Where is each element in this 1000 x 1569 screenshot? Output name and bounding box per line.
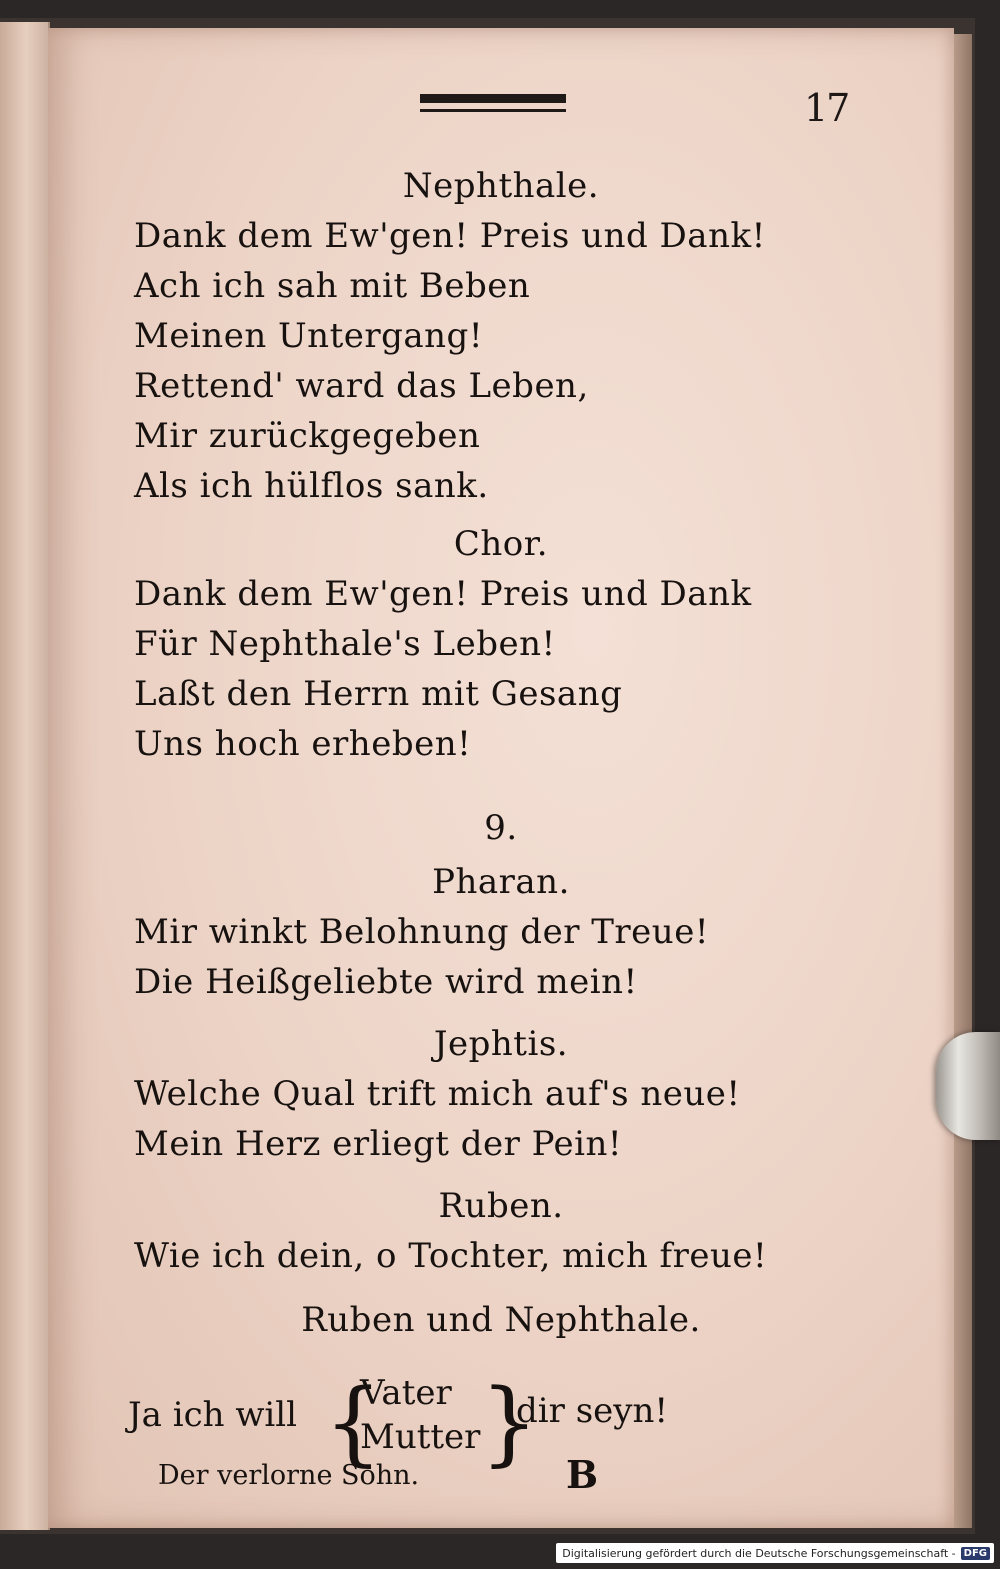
verse-line: Uns hoch erheben!: [134, 724, 472, 764]
speaker-ruben-und-nephthale: Ruben und Nephthale.: [301, 1300, 701, 1340]
verse-line: Mir zurückgegeben: [134, 416, 481, 456]
verse-line: Die Heißgeliebte wird mein!: [134, 962, 638, 1002]
verse-line: Meinen Untergang!: [134, 316, 483, 356]
verse-line: Dank dem Ew'gen! Preis und Dank!: [134, 216, 766, 256]
verse-line: Für Nephthale's Leben!: [134, 624, 556, 664]
speaker-jephtis: Jephtis.: [433, 1024, 569, 1064]
header-rule: [420, 94, 566, 116]
book-page: [48, 28, 954, 1528]
page-clip: [936, 1032, 1000, 1140]
signature-mark: B: [566, 1452, 599, 1497]
left-page-edge: [0, 22, 50, 1530]
verse-line: Laßt den Herrn mit Gesang: [134, 674, 623, 714]
speaker-nephthale: Nephthale.: [402, 166, 600, 206]
speaker-ruben: Ruben.: [438, 1186, 564, 1226]
verse-line: Als ich hülflos sank.: [134, 466, 489, 506]
verse-line: Dank dem Ew'gen! Preis und Dank: [134, 574, 752, 614]
verse-line: Mein Herz erliegt der Pein!: [134, 1124, 623, 1164]
brace-tail-text: dir seyn!: [516, 1391, 669, 1431]
left-brace: {: [324, 1369, 383, 1476]
speaker-chor: Chor.: [453, 524, 549, 564]
running-footer-title: Der verlorne Sohn.: [158, 1460, 420, 1491]
verse-line: Welche Qual trift mich auf's neue!: [134, 1074, 741, 1114]
speaker-pharan: Pharan.: [432, 862, 570, 902]
brace-option-vater: Vater: [360, 1373, 452, 1413]
right-page-edge: [954, 34, 972, 1528]
right-brace: }: [480, 1369, 539, 1476]
dfg-logo: DFG: [961, 1547, 990, 1560]
section-number: 9.: [484, 808, 518, 848]
verse-line: Mir winkt Belohnung der Treue!: [134, 912, 709, 952]
verse-line: Rettend' ward das Leben,: [134, 366, 589, 406]
verse-line: Ach ich sah mit Beben: [134, 266, 531, 306]
verse-line: Wie ich dein, o Tochter, mich freue!: [134, 1236, 768, 1276]
digitization-credit: [556, 1543, 994, 1563]
brace-option-mutter: Mutter: [360, 1417, 481, 1457]
brace-lead-text: Ja ich will: [128, 1395, 298, 1435]
credit-text: Digitalisierung gefördert durch die Deutsche Forschungsgemeinschaft -: [562, 1546, 956, 1560]
page-number: 17: [804, 86, 849, 130]
